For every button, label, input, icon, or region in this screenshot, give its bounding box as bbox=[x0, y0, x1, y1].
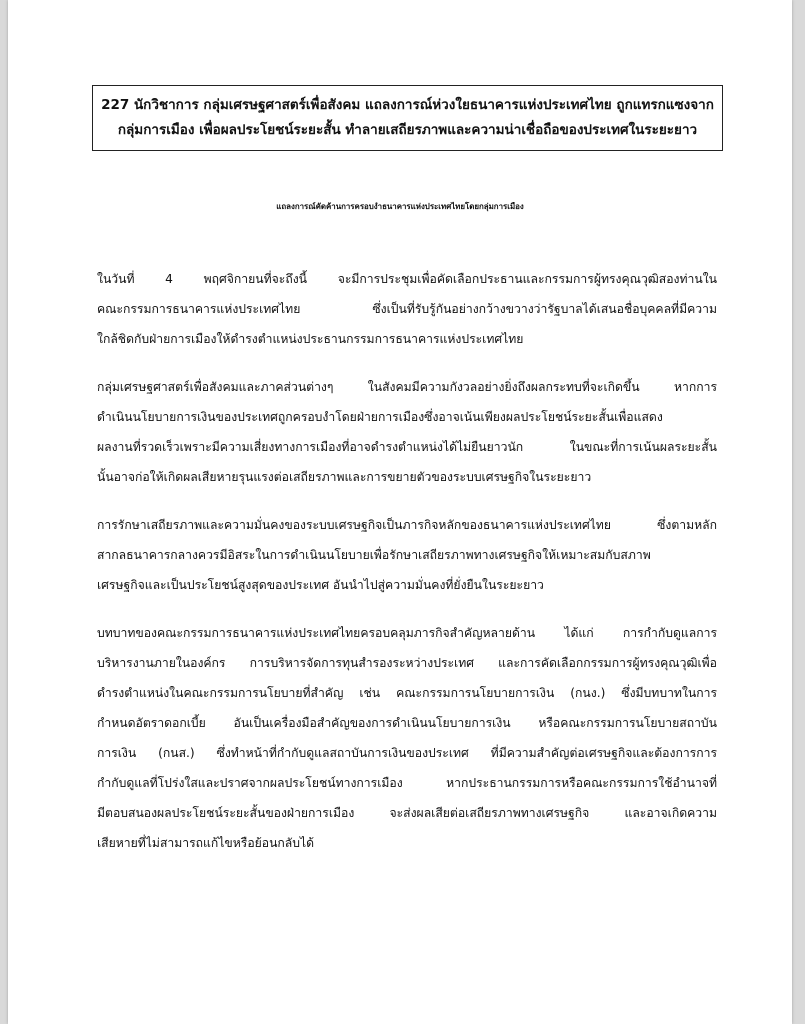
paragraph-line: ดำรงตำแหน่งในคณะกรรมการนโยบายที่สำคัญ เช่น คณะกรรมการนโยบายการเงิน (กนง.) ซึ่งมีบทบาทในการ bbox=[97, 686, 717, 700]
paragraph-line: กำกับดูแลที่โปร่งใสและปราศจากผลประโยชน์ทางการเมือง หากประธานกรรมการหรือคณะกรรมการใช้อำนาจที่ bbox=[97, 776, 717, 790]
paragraph-line: ใกล้ชิดกับฝ่ายการเมืองให้ดำรงตำแหน่งประธานกรรมการธนาคารแห่งประเทศไทย bbox=[97, 332, 524, 346]
paragraph-line: คณะกรรมการธนาคารแห่งประเทศไทย ซึ่งเป็นที่รับรู้กันอย่างกว้างขวางว่ารัฐบาลได้เสนอชื่อบุคคลที่มีความ bbox=[97, 302, 717, 316]
paragraph-line: ผลงานที่รวดเร็วเพราะมีความเสี่ยงทางการเมืองที่อาจดำรงตำแหน่งได้ไม่ยืนยาวนัก ในขณะที่การเน้นผลระยะสั้น bbox=[97, 440, 717, 454]
statement-body bbox=[97, 264, 717, 876]
document-page bbox=[8, 0, 792, 1024]
paragraph-line: กลุ่มเศรษฐศาสตร์เพื่อสังคมและภาคส่วนต่างๆ ในสังคมมีความกังวลอย่างยิ่งถึงผลกระทบที่จะเกิดขึ้น หากการ bbox=[97, 380, 717, 394]
paragraph-line: มีตอบสนองผลประโยชน์ระยะสั้นของฝ่ายการเมือง จะส่งผลเสียต่อเสถียรภาพทางเศรษฐกิจ และอาจเกิดความ bbox=[97, 806, 717, 820]
paragraph-line: เศรษฐกิจและเป็นประโยชน์สูงสุดของประเทศ อันนำไปสู่ความมั่นคงที่ยั่งยืนในระยะยาว bbox=[97, 578, 544, 592]
paragraph-line: กำหนดอัตราดอกเบี้ย อันเป็นเครื่องมือสำคัญของการดำเนินนโยบายการเงิน หรือคณะกรรมการนโยบายสถาบัน bbox=[97, 716, 717, 730]
paragraph-1 bbox=[97, 264, 717, 354]
paragraph-line: สากลธนาคารกลางควรมีอิสระในการดำเนินนโยบายเพื่อรักษาเสถียรภาพทางเศรษฐกิจให้เหมาะสมกับสภาพ bbox=[97, 548, 651, 562]
headline-box bbox=[92, 85, 723, 151]
headline-line-2: กลุ่มการเมือง เพื่อผลประโยชน์ระยะสั้น ทำลายเสถียรภาพและความน่าเชื่อถือของประเทศในระยะยาว bbox=[117, 122, 698, 138]
paragraph-line: เสียหายที่ไม่สามารถแก้ไขหรือย้อนกลับได้ bbox=[97, 836, 315, 850]
paragraph-line: ในวันที่ 4 พฤศจิกายนที่จะถึงนี้ จะมีการประชุมเพื่อคัดเลือกประธานและกรรมการผู้ทรงคุณวุฒิสองท่านใน bbox=[97, 272, 717, 286]
paragraph-line: บริหารงานภายในองค์กร การบริหารจัดการทุนสำรองระหว่างประเทศ และการคัดเลือกกรรมการผู้ทรงคุณวุฒิเพื่อ bbox=[97, 656, 717, 670]
paragraph-line: นั้นอาจก่อให้เกิดผลเสียหายรุนแรงต่อเสถียรภาพและการขยายตัวของระบบเศรษฐกิจในระยะยาว bbox=[97, 470, 592, 484]
paragraph-2 bbox=[97, 372, 717, 492]
paragraph-3 bbox=[97, 510, 717, 600]
paragraph-line: การรักษาเสถียรภาพและความมั่นคงของระบบเศรษฐกิจเป็นภารกิจหลักของธนาคารแห่งประเทศไทย ซึ่งตามหลัก bbox=[97, 518, 717, 532]
statement-subtitle: แถลงการณ์คัดค้านการครอบงำธนาคารแห่งประเทศไทยโดยกลุ่มการเมือง bbox=[276, 202, 524, 211]
paragraph-line: การเงิน (กนส.) ซึ่งทำหน้าที่กำกับดูแลสถาบันการเงินของประเทศ ที่มีความสำคัญต่อเศรษฐกิจและต้องการการ bbox=[97, 746, 717, 760]
paragraph-line: บทบาทของคณะกรรมการธนาคารแห่งประเทศไทยครอบคลุมภารกิจสำคัญหลายด้าน ได้แก่ การกำกับดูแลการ bbox=[97, 626, 717, 640]
paragraph-line: ดำเนินนโยบายการเงินของประเทศถูกครอบงำโดยฝ่ายการเมืองซึ่งอาจเน้นเพียงผลประโยชน์ระยะสั้นเพื่อแสดง bbox=[97, 410, 663, 424]
paragraph-4 bbox=[97, 618, 717, 858]
headline-line-1: 227 นักวิชาการ กลุ่มเศรษฐศาสตร์เพื่อสังคม แถลงการณ์ห่วงใยธนาคารแห่งประเทศไทย ถูกแทรกแซงจาก bbox=[101, 97, 714, 113]
